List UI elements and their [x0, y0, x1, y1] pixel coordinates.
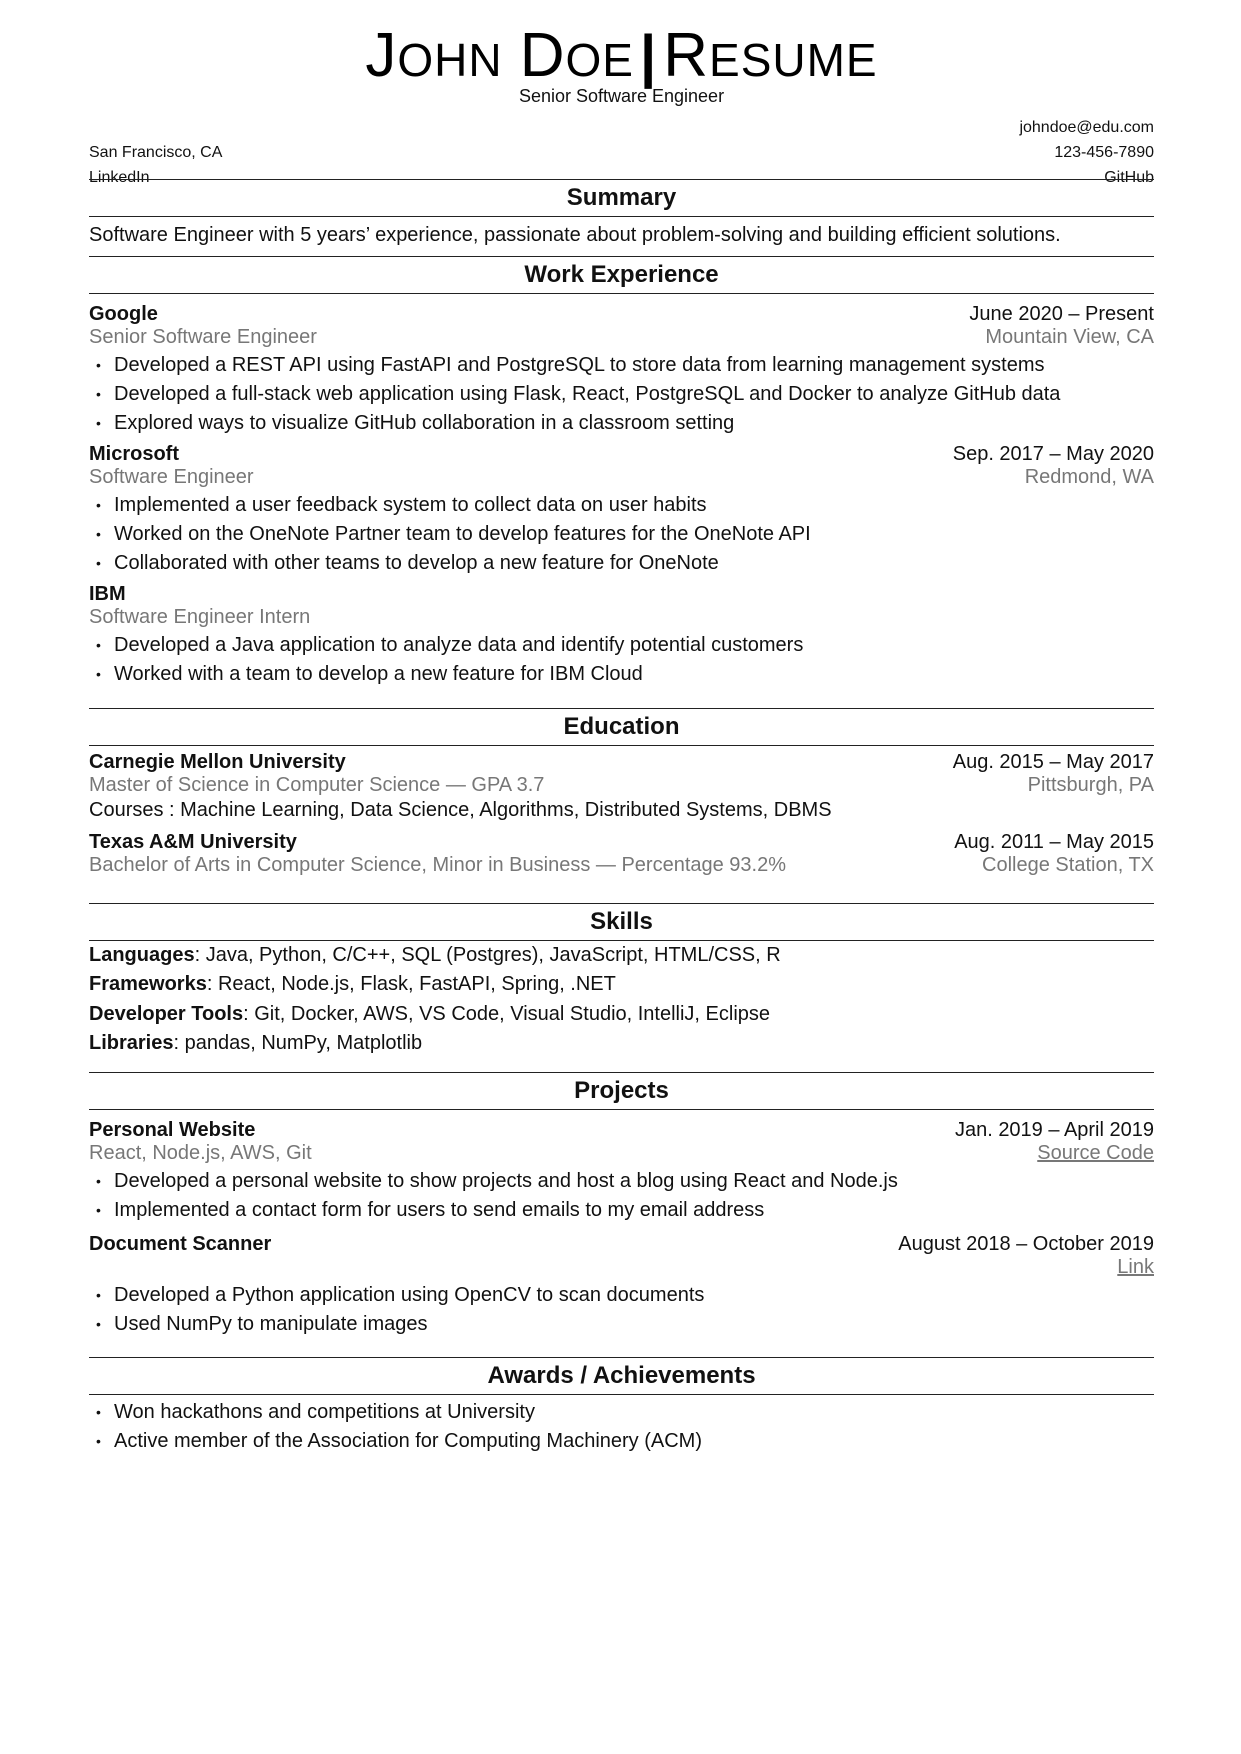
courses-text: Courses : Machine Learning, Data Science, Algorithms, Distributed Systems, DBMS [89, 799, 832, 821]
skill-value: : React, Node.js, Flask, FastAPI, Spring, .NET [206, 973, 616, 995]
job-title: Senior Software Engineer [518, 86, 725, 106]
list-item: • Developed a full-stack web application using Flask, React, PostgreSQL and Docker to analyze GitHub data [89, 380, 1154, 409]
job-bullets [89, 351, 1154, 438]
education-heading: Education [89, 708, 1154, 746]
awards-heading: Awards / Achievements [89, 1357, 1154, 1395]
doc-initial: R [663, 21, 710, 90]
school-dates: Aug. 2011 – May 2015 [954, 831, 1154, 853]
job-location: Redmond, WA [1024, 466, 1154, 488]
github-link[interactable]: GitHub [1104, 169, 1154, 186]
skill-value: : Git, Docker, AWS, VS Code, Visual Studio, IntelliJ, Eclipse [243, 1003, 771, 1025]
email-link[interactable]: johndoe@edu.com [1019, 119, 1154, 136]
skill-label: Languages [89, 944, 195, 966]
job-bullets [89, 631, 1154, 689]
location-text: San Francisco, CA [89, 144, 223, 161]
linkedin-link[interactable]: LinkedIn [89, 169, 150, 186]
job-role: Software Engineer Intern [89, 606, 311, 628]
list-item: • Active member of the Association for Computing Machinery (ACM) [89, 1427, 1154, 1456]
phone-text: 123-456-7890 [1054, 144, 1154, 161]
summary-text: Software Engineer with 5 years’ experience, passionate about problem-solving and building efficient solutions. [89, 224, 1061, 246]
list-item: • Developed a Java application to analyze data and identify potential customers [89, 631, 1154, 660]
school-name: Carnegie Mellon University [89, 751, 346, 773]
school-dates: Aug. 2015 – May 2017 [952, 751, 1154, 773]
doc-rest: ESUME [709, 34, 878, 86]
project-link[interactable]: Link [1117, 1256, 1154, 1278]
list-item: • Won hackathons and competitions at University [89, 1398, 1154, 1427]
name-first-initial: J [365, 21, 398, 90]
skill-line [89, 971, 616, 997]
company-name: Microsoft [89, 443, 179, 465]
job-role: Software Engineer [89, 466, 254, 488]
school-location: Pittsburgh, PA [1027, 774, 1154, 796]
skill-line [89, 1030, 422, 1056]
skill-line [89, 942, 781, 968]
company-name: IBM [89, 583, 126, 605]
list-item: • Worked on the OneNote Partner team to develop features for the OneNote API [89, 520, 1154, 549]
name-first-rest: OHN [397, 34, 503, 86]
title-separator: | [640, 24, 658, 89]
project-name: Personal Website [89, 1119, 256, 1141]
skill-label: Frameworks [89, 973, 207, 995]
list-item: • Implemented a contact form for users to send emails to my email address [89, 1196, 1154, 1225]
list-item: • Collaborated with other teams to develop a new feature for OneNote [89, 549, 1154, 578]
project-dates: August 2018 – October 2019 [898, 1233, 1154, 1255]
job-location: Mountain View, CA [985, 326, 1154, 348]
job-dates: Sep. 2017 – May 2020 [952, 443, 1154, 465]
list-item: • Worked with a team to develop a new feature for IBM Cloud [89, 660, 1154, 689]
skill-label: Developer Tools [89, 1003, 244, 1025]
list-item: • Implemented a user feedback system to collect data on user habits [89, 491, 1154, 520]
project-bullets [89, 1281, 1154, 1339]
list-item: • Developed a Python application using OpenCV to scan documents [89, 1281, 1154, 1310]
list-item: • Used NumPy to manipulate images [89, 1310, 1154, 1339]
job-dates: June 2020 – Present [969, 303, 1154, 325]
list-item: • Explored ways to visualize GitHub collaboration in a classroom setting [89, 409, 1154, 438]
projects-heading: Projects [89, 1072, 1154, 1110]
awards-bullets [89, 1398, 1154, 1456]
project-bullets [89, 1167, 1154, 1225]
project-tech: React, Node.js, AWS, Git [89, 1142, 312, 1164]
work-heading: Work Experience [89, 256, 1154, 294]
skill-value: : pandas, NumPy, Matplotlib [173, 1032, 423, 1054]
list-item: • Developed a personal website to show projects and host a blog using React and Node.js [89, 1167, 1154, 1196]
project-dates: Jan. 2019 – April 2019 [954, 1119, 1154, 1141]
name-last-rest: OE [565, 34, 634, 86]
project-name: Document Scanner [89, 1233, 272, 1255]
school-degree: Master of Science in Computer Science — GPA 3.7 [89, 774, 545, 796]
name-last-initial: D [519, 21, 566, 90]
job-bullets [89, 491, 1154, 578]
school-name: Texas A&M University [89, 831, 297, 853]
resume-title [89, 20, 1154, 96]
school-location: College Station, TX [982, 854, 1154, 876]
skill-value: : Java, Python, C/C++, SQL (Postgres), JavaScript, HTML/CSS, R [194, 944, 781, 966]
source-code-link[interactable]: Source Code [1037, 1142, 1154, 1164]
skill-line [89, 1001, 770, 1027]
company-name: Google [89, 303, 158, 325]
list-item: • Developed a REST API using FastAPI and PostgreSQL to store data from learning management systems [89, 351, 1154, 380]
skill-label: Libraries [89, 1032, 174, 1054]
summary-heading: Summary [89, 179, 1154, 217]
job-role: Senior Software Engineer [89, 326, 317, 348]
school-degree: Bachelor of Arts in Computer Science, Minor in Business — Percentage 93.2% [89, 854, 787, 876]
skills-heading: Skills [89, 903, 1154, 941]
